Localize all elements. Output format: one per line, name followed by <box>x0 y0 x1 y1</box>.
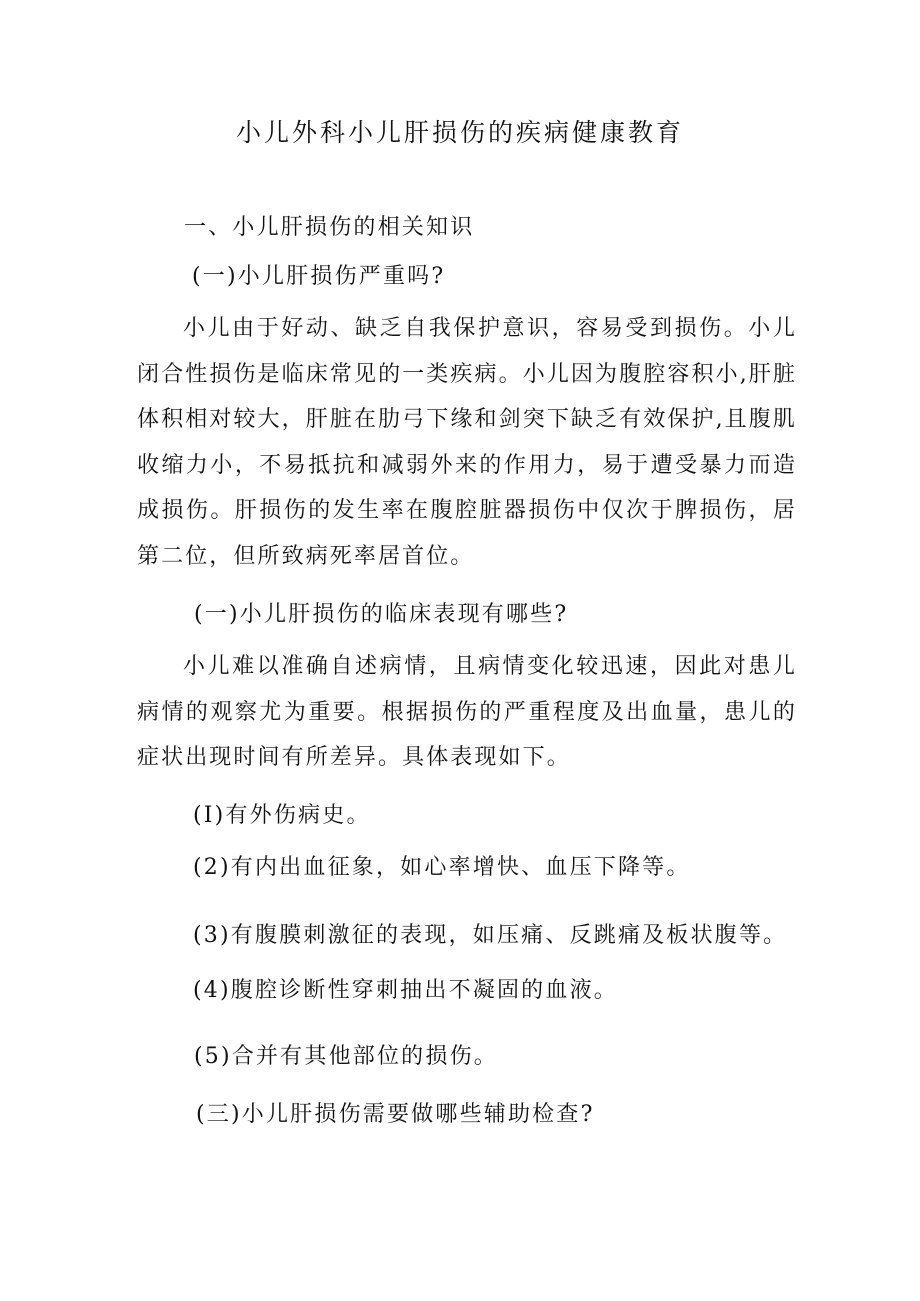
question-heading-severity: (一)小儿肝损伤严重吗? <box>192 264 446 289</box>
paragraph-symptoms: 小儿难以准确自述病情，且病情变化较迅速，因此对患儿病情的观察尤为重要。根据损伤的严重程度及出血量，患儿的症状出现时间有所差异。具体表现如下。 <box>137 654 797 771</box>
list-item: (3)有腹膜刺激征的表现，如压痛、反跳痛及板状腹等。 <box>193 923 788 948</box>
list-item: (I)有外伤病史。 <box>193 803 371 828</box>
document-title: 小儿外科小儿肝损伤的疾病健康教育 <box>235 118 684 147</box>
list-item: (5)合并有其他部位的损伤。 <box>194 1044 498 1069</box>
section-heading: 一、小儿肝损伤的相关知识 <box>184 215 475 240</box>
list-item: (4)腹腔诊断性穿刺抽出不凝固的血液。 <box>193 978 618 1003</box>
list-item: (2)有内出血征象，如心率增快、血压下降等。 <box>193 855 691 880</box>
question-heading-symptoms: (一)小儿肝损伤的临床表现有哪些? <box>194 602 569 627</box>
question-heading-exams: (三)小儿肝损伤需要做哪些辅助检查? <box>196 1102 595 1127</box>
paragraph-severity: 小儿由于好动、缺乏自我保护意识，容易受到损伤。小儿闭合性损伤是临床常见的一类疾病。小儿因为腹腔容积小,肝脏体积相对较大，肝脏在肋弓下缘和剑突下缺乏有效保护,且腹肌收缩力小，不易抵抗和减弱外来的作用力，易于遭受暴力而造成损伤。肝损伤的发生率在腹腔脏器损伤中仅次于脾损伤，居第二位，但所致病死率居首位。 <box>137 316 797 569</box>
